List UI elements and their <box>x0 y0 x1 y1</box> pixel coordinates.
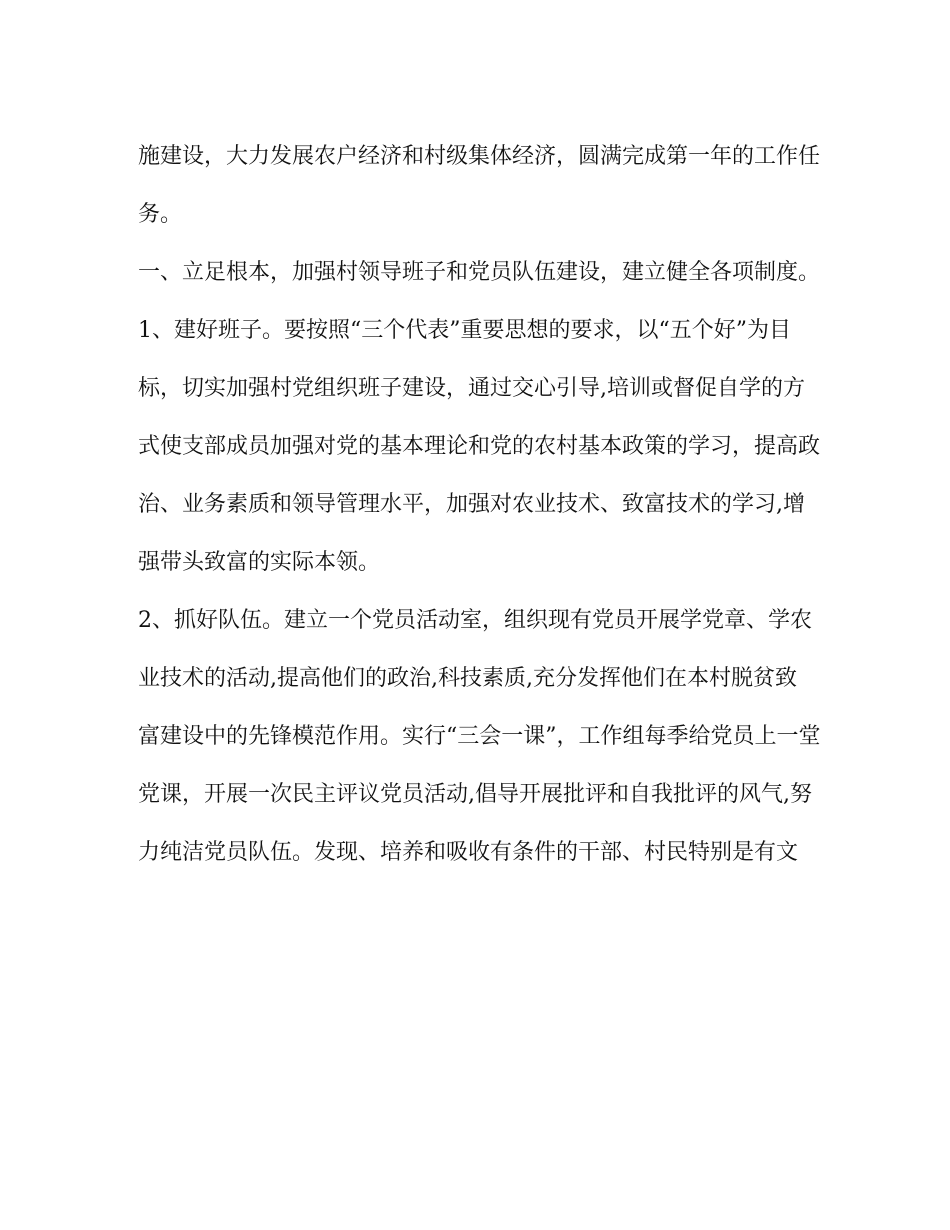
text-line: 强带头致富的实际本领。 <box>138 550 381 575</box>
text-line: 式使支部成员加强对党的基本理论和党的农村基本政策的学习，提高政 <box>138 434 821 459</box>
text-line: 治、业务素质和领导管理水平，加强对农业技术、致富技术的学习,增 <box>138 492 805 517</box>
text-line: 2、抓好队伍。建立一个党员活动室，组织现有党员开展学党章、学农 <box>138 608 812 633</box>
text-line: 务。 <box>138 202 183 227</box>
text-line: 力纯洁党员队伍。发现、培养和吸收有条件的干部、村民特别是有文 <box>138 840 799 865</box>
document-body <box>138 128 828 882</box>
text-line: 党课，开展一次民主评议党员活动,倡导开展批评和自我批评的风气,努 <box>138 782 812 807</box>
text-line: 富建设中的先锋模范作用。实行“三会一课”，工作组每季给党员上一堂 <box>138 724 821 749</box>
text-line: 施建设，大力发展农户经济和村级集体经济，圆满完成第一年的工作任 <box>138 144 821 169</box>
text-line: 业技术的活动,提高他们的政治,科技素质,充分发挥他们在本村脱贫致 <box>138 666 797 691</box>
text-line: 1、建好班子。要按照“三个代表”重要思想的要求，以“五个好”为目 <box>138 318 791 343</box>
text-line: 标，切实加强村党组织班子建设，通过交心引导,培训或督促自学的方 <box>138 376 805 401</box>
section-heading: 一、立足根本，加强村领导班子和党员队伍建设，建立健全各项制度。 <box>138 260 821 285</box>
